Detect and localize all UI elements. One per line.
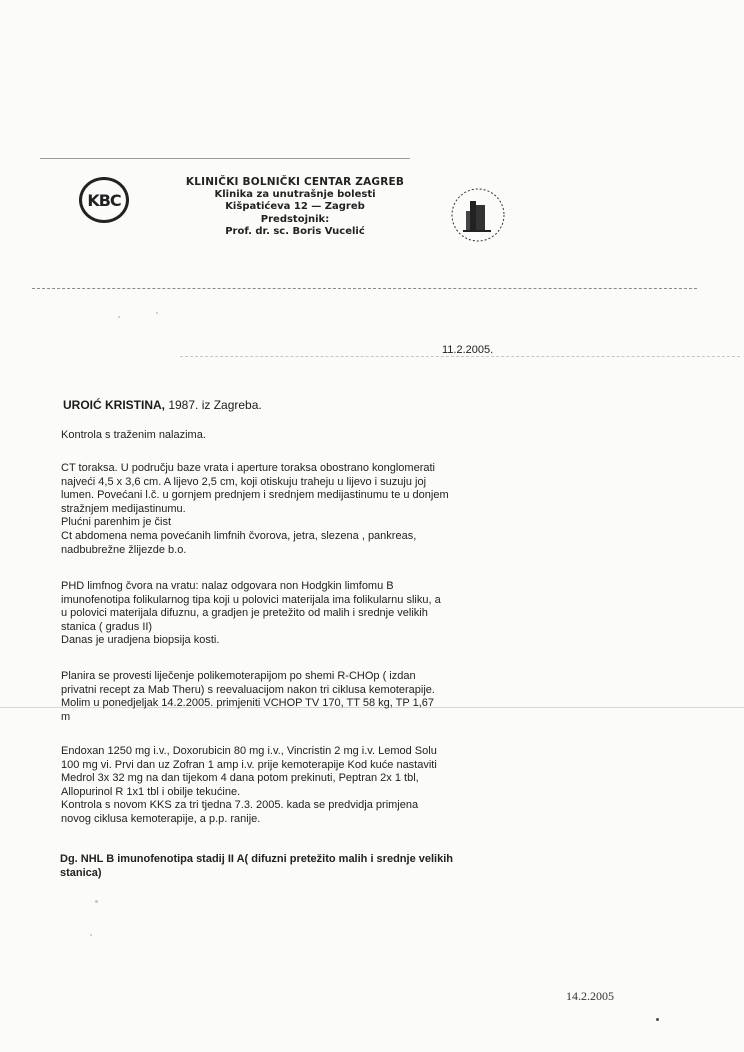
scan-speck: [95, 900, 98, 903]
diagnosis-line: Dg. NHL B imunofenotipa stadij II A( difuzni pretežito malih i srednje velikih: [60, 853, 453, 865]
text-line: imunofenotipa folikularnog tipa koji u polovici materijala ima folikularnu sliku, a: [61, 593, 441, 606]
text-line: Planira se provesti liječenje polikemoterapijom po shemi R-CHOp ( izdan: [61, 670, 416, 682]
text-line: u polovici materijala difuznu, a gradjen je pretežito od malih i srednje velikih: [61, 607, 428, 620]
fold-line: [180, 356, 740, 357]
text-line: Kontrola s novom KKS za tri tjedna 7.3. 2005. kada se predvidja primjena: [61, 799, 419, 812]
text-line: Kontrola s traženim nalazima.: [61, 429, 206, 441]
text-line: novog ciklusa kemoterapije, a p.p. ranije.: [61, 812, 261, 825]
text-line: PHD limfnog čvora na vratu: nalaz odgovara non Hodgkin limfomu B: [61, 580, 394, 592]
head-name: Prof. dr. sc. Boris Vucelić: [225, 226, 365, 237]
text-line: Molim u ponedjeljak 14.2.2005. primjeniti VCHOP TV 170, TT 58 kg, TP 1,67: [61, 697, 434, 710]
text-line: m: [61, 710, 71, 723]
control-paragraph: [61, 429, 521, 443]
scan-speck: [156, 312, 158, 314]
text-line: CT toraksa. U području baze vrata i aperture toraksa obostrano konglomerati: [61, 462, 435, 474]
text-line: nadbubrežne žlijezde b.o.: [61, 543, 187, 556]
kbc-logo-text: KBC: [87, 190, 121, 210]
clinic-name: Klinika za unutrašnje bolesti: [214, 188, 376, 200]
text-line: Danas je uradjena biopsija kosti.: [61, 634, 220, 647]
patient-name: UROIĆ KRISTINA,: [63, 398, 165, 412]
treatment-plan-paragraph: [61, 670, 521, 724]
text-line: Medrol 3x 32 mg na dan tijekom 4 dana potom prekinuti, Peptran 2x 1 tbl,: [61, 772, 419, 785]
text-line: Plućni parenhim je čist: [61, 516, 172, 529]
hospital-seal-icon: [446, 183, 510, 247]
scan-speck: [90, 934, 92, 936]
patient-line: [63, 398, 262, 412]
text-line: lumen. Povećani l.č. u gornjem prednjem i srednjem medijastinumu te u donjem: [61, 489, 449, 502]
medication-paragraph: [61, 745, 521, 827]
ct-findings-paragraph: [61, 462, 521, 557]
header-bottom-rule: [32, 288, 697, 289]
scan-speck: [118, 316, 120, 318]
text-line: privatni recept za Mab Theru) s reevaluacijom nakon tri ciklusa kemoterapije.: [61, 683, 435, 696]
text-line: Endoxan 1250 mg i.v., Doxorubicin 80 mg i.v., Vincristin 2 mg i.v. Lemod Solu: [61, 745, 437, 757]
text-line: Allopurinol R 1x1 tbl i obilje tekućine.: [61, 785, 241, 798]
clinic-address: Kišpatićeva 12 — Zagreb: [225, 201, 365, 212]
kbc-logo: [79, 177, 129, 223]
header-top-rule: [40, 158, 410, 159]
scan-speck: [656, 1018, 659, 1021]
text-line: stražnjem medijastinumu.: [61, 502, 186, 515]
document-date: 11.2.2005.: [442, 344, 494, 356]
diagnosis-line: stanica): [60, 867, 102, 879]
text-line: najveći 4,5 x 3,6 cm. A lijevo 2,5 cm, koji otiskuju traheju u lijevo i suzuju joj: [61, 475, 427, 488]
handwritten-date: 14.2.2005: [566, 989, 614, 1003]
text-line: 100 mg vi. Prvi dan uz Zofran 1 amp i.v. prije kemoterapije Kod kuće nastaviti: [61, 758, 437, 771]
patient-details: 1987. iz Zagreba.: [165, 398, 262, 412]
diagnosis: [60, 852, 525, 880]
pathology-paragraph: [61, 580, 521, 648]
head-title: Predstojnik:: [260, 213, 330, 225]
institution-name: KLINIČKI BOLNIČKI CENTAR ZAGREB: [185, 176, 405, 188]
text-line: stanica ( gradus II): [61, 620, 153, 633]
institution-header: [170, 176, 420, 239]
text-line: Ct abdomena nema povećanih limfnih čvorova, jetra, slezena , pankreas,: [61, 529, 417, 542]
